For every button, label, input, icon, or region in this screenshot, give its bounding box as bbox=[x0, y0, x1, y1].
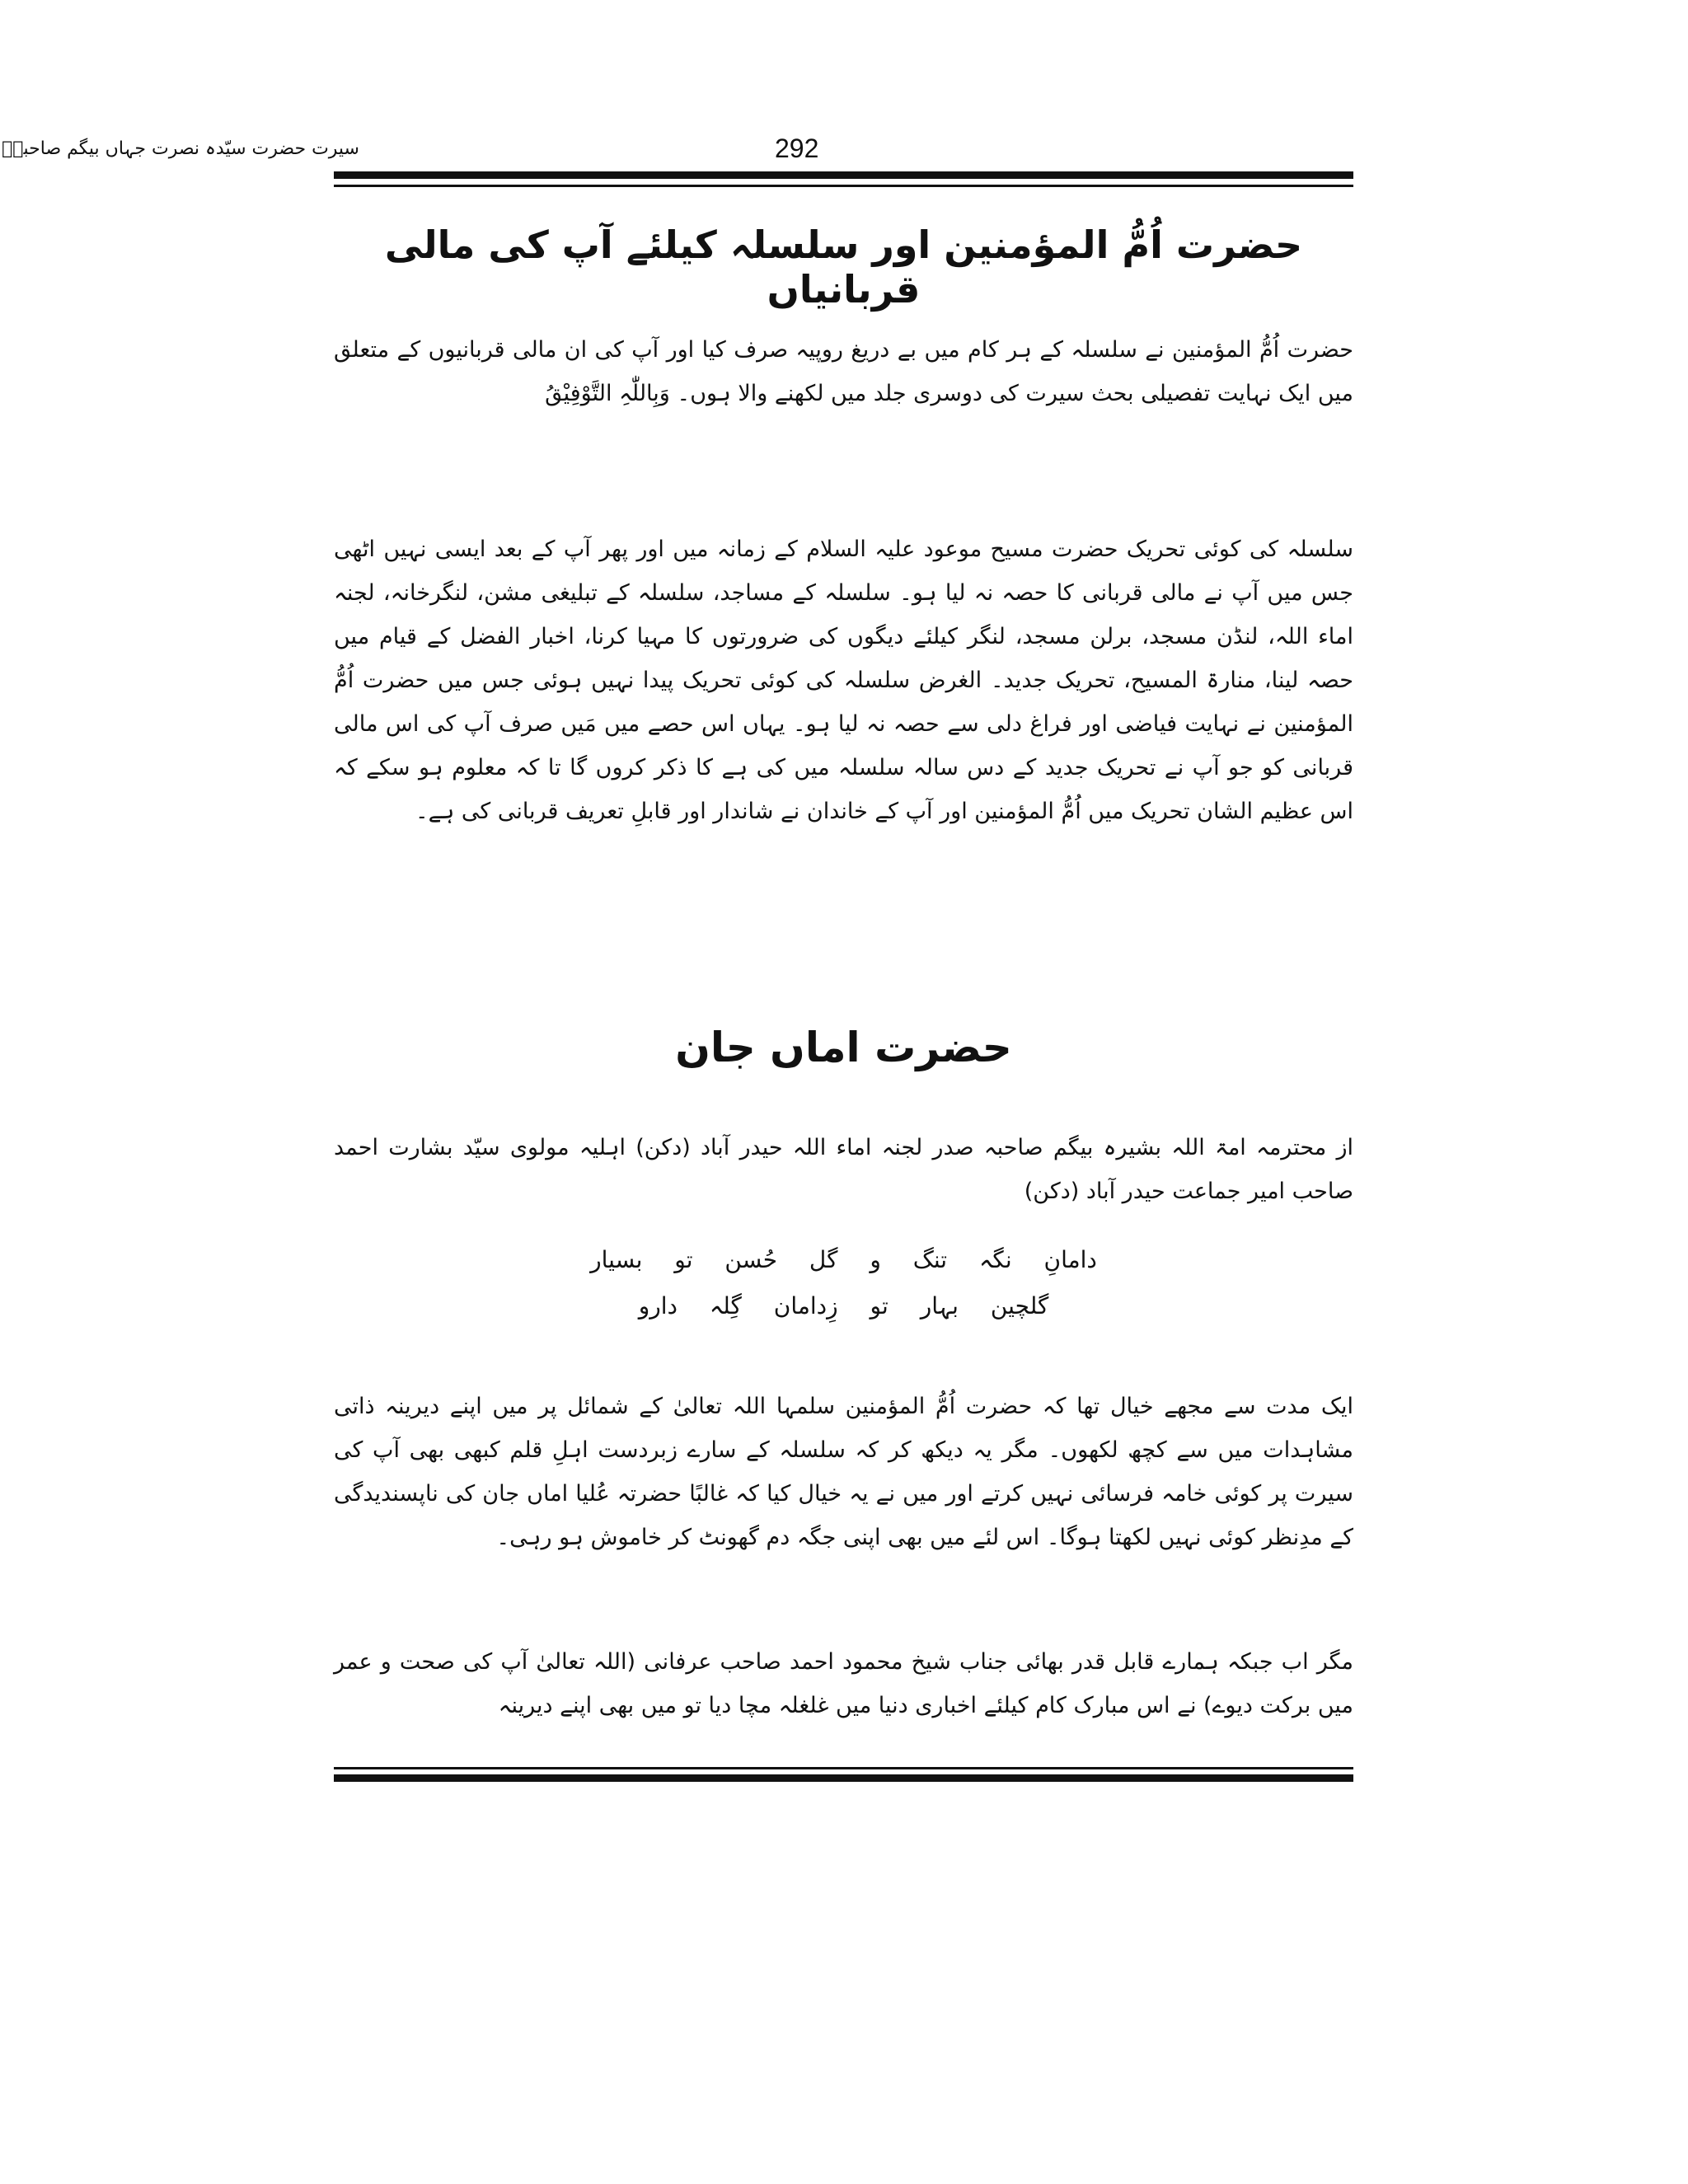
page-number: 292 bbox=[775, 134, 819, 163]
verse-line-2: گلچین بہار تو زِدامان گِلہ دارو bbox=[638, 1292, 1049, 1319]
footer-rule-thin bbox=[334, 1767, 1353, 1769]
paragraph-intro: حضرت اُمُّ المؤمنین نے سلسلہ کے ہر کام میں بے دریغ روپیہ صرف کیا اور آپ کی ان مالی قربانیوں کے متعلق میں ایک نہایت تفصیلی بحث سیرت کی دوسری جلد میں لکھنے والا ہوں۔ وَبِاللّٰہِ التَّوْفِیْقُ bbox=[334, 337, 1353, 406]
footer-rule-thick bbox=[334, 1774, 1353, 1782]
verse-line-1: دامانِ نگہ تنگ و گل حُسن تو بسیار bbox=[590, 1246, 1097, 1273]
author-attribution: از محترمہ امۃ اللہ بشیرہ بیگم صاحبہ صدر لجنہ اماء اللہ حیدر آباد (دکن) اہلیہ مولوی سیّد بشارت احمد صاحب امیر جماعت حیدر آباد (دکن) bbox=[334, 1135, 1353, 1204]
paragraph-irfani: مگر اب جبکہ ہمارے قابل قدر بھائی جناب شیخ محمود احمد صاحب عرفانی (اللہ تعالیٰ آپ کی صحت و عمر میں برکت دیوے) نے اس مبارک کام کیلئے اخباری دنیا میں غلغلہ مچا دیا تو میں بھی اپنے دیرینہ bbox=[334, 1649, 1353, 1718]
running-title: سیرت حضرت سیّدہ نصرت جہاں بیگم صاحبہؓ bbox=[2, 138, 359, 159]
header-rule-thin bbox=[334, 185, 1353, 187]
section-heading-financial-sacrifices: حضرت اُمُّ المؤمنین اور سلسلہ کیلئے آپ کی مالی قربانیاں bbox=[384, 223, 1303, 312]
paragraph-movements: سلسلہ کی کوئی تحریک حضرت مسیح موعود علیہ السلام کے زمانہ میں اور پھر آپ کے بعد ایسی نہیں اٹھی جس میں آپ نے مالی قربانی کا حصہ نہ لیا ہو۔ سلسلہ کے مساجد، سلسلہ کے تبلیغی مشن، لنگرخانہ، لجنہ اماء اللہ، لنڈن مسجد، برلن مسجد، لنگر کیلئے دیگوں کی ضرورتوں کا مہیا کرنا، اخبار الفضل کے قیام میں حصہ لینا، منارۃ المسیح، تحریک جدید۔ الغرض سلسلہ کی کوئی تحریک پیدا نہیں ہوئی جس میں حضرت اُمُّ المؤمنین نے نہایت فیاضی اور فراغ دلی سے حصہ نہ لیا ہو۔ یہاں اس حصے میں مَیں صرف آپ کی اس مالی قربانی کو جو آپ نے تحریک جدید کے دس سالہ سلسلہ میں کی ہے کا ذکر کروں گا تا کہ معلوم ہو سکے کہ اس عظیم الشان تحریک میں اُمُّ المؤمنین اور آپ کے خاندان نے شاندار اور قابلِ تعریف قربانی کی ہے۔ bbox=[334, 537, 1353, 824]
header-rule-thick bbox=[334, 171, 1353, 179]
section-heading-amman-jan: حضرت اماں جان bbox=[675, 1024, 1012, 1071]
paragraph-observations: ایک مدت سے مجھے خیال تھا کہ حضرت اُمُّ المؤمنین سلمہا اللہ تعالیٰ کے شمائل پر میں اپنے دیرینہ ذاتی مشاہدات میں سے کچھ لکھوں۔ مگر یہ دیکھ کر کہ سلسلہ کے سارے زبردست اہلِ قلم کبھی بھی آپ کی سیرت پر کوئی خامہ فرسائی نہیں کرتے اور میں نے یہ خیال کیا کہ غالبًا حضرتہ عُلیا اماں جان کی ناپسندیدگی کے مدِنظر کوئی نہیں لکھتا ہوگا۔ اس لئے میں بھی اپنی جگہ دم گھونٹ کر خاموش ہو رہی۔ bbox=[334, 1394, 1353, 1550]
